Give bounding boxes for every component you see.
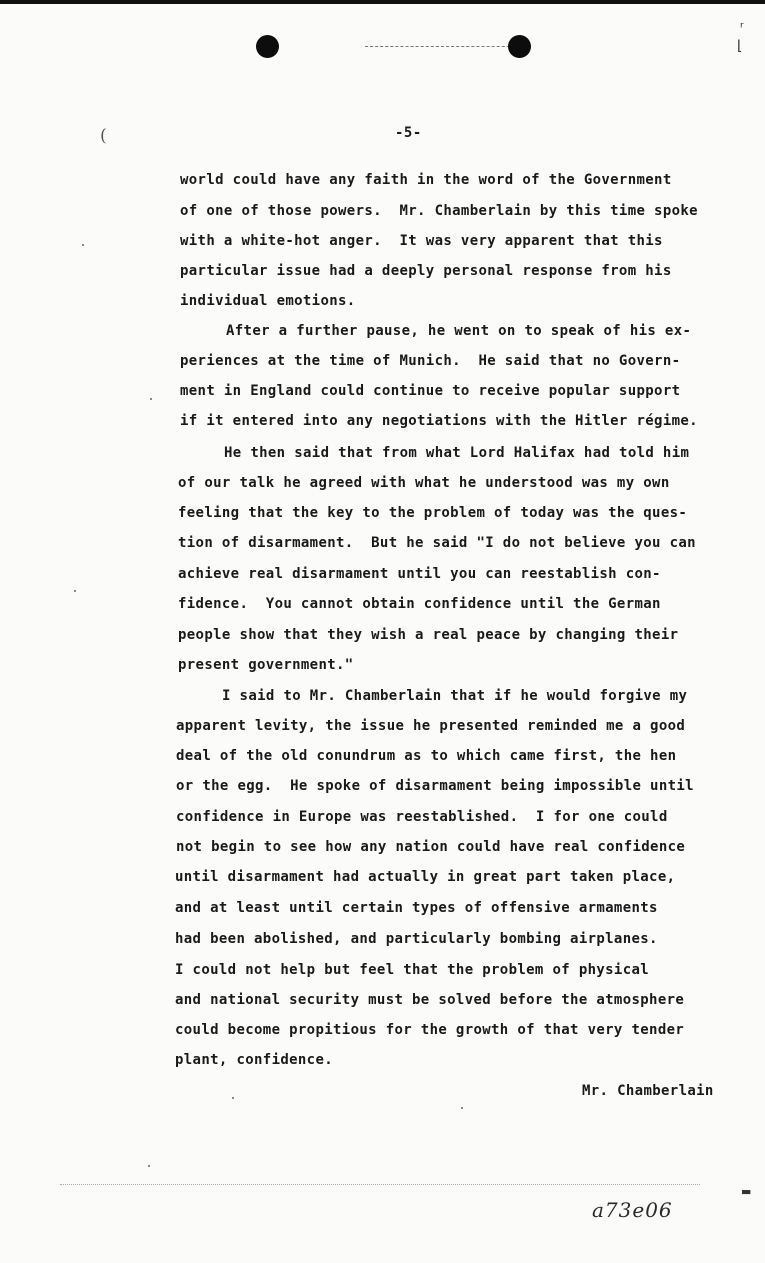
text-line: if it entered into any negotiations with the Hitler régime. (180, 413, 698, 429)
text-line: particular issue had a deeply personal response from his (180, 263, 672, 279)
archive-code: a73e06 (592, 1198, 673, 1222)
scan-speck (74, 590, 76, 592)
text-line: present government." (178, 657, 354, 673)
scan-speck (150, 398, 152, 400)
edge-mark-icon: ▬ (741, 1185, 752, 1198)
text-line: had been abolished, and particularly bombing airplanes. (175, 931, 658, 947)
text-line: After a further pause, he went on to speak of his ex- (226, 323, 692, 339)
text-line: periences at the time of Munich. He said that no Govern- (180, 353, 681, 369)
text-line: fidence. You cannot obtain confidence until the German (178, 596, 661, 612)
margin-mark: ( (100, 126, 107, 146)
text-line: apparent levity, the issue he presented reminded me a good (176, 718, 686, 734)
scan-top-border (0, 0, 765, 4)
page-number: -5- (395, 125, 422, 141)
text-line: and national security must be solved before the atmosphere (175, 992, 685, 1008)
text-line: not begin to see how any nation could have real confidence (176, 839, 686, 855)
text-line: or the egg. He spoke of disarmament being impossible until (176, 778, 694, 794)
scan-speck (82, 244, 84, 246)
text-line: He then said that from what Lord Halifax had told him (224, 445, 690, 461)
text-line: people show that they wish a real peace by changing their (178, 627, 679, 643)
punch-hole-right (508, 35, 531, 58)
text-line: I said to Mr. Chamberlain that if he would forgive my (222, 688, 688, 704)
text-line: tion of disarmament. But he said "I do not believe you can (178, 535, 696, 551)
text-line: could become propitious for the growth of that very tender (175, 1022, 685, 1038)
text-line: and at least until certain types of offensive armaments (175, 900, 658, 916)
punch-hole-left (256, 35, 279, 58)
scan-speck (461, 1107, 463, 1109)
bottom-rule (60, 1184, 700, 1185)
text-line: individual emotions. (180, 293, 356, 309)
text-line: with a white-hot anger. It was very apparent that this (180, 233, 663, 249)
edge-mark-icon: ⌊ (737, 38, 743, 54)
scan-speck (148, 1165, 150, 1167)
scan-speck (232, 1097, 234, 1099)
header-rule (365, 46, 525, 47)
text-line: until disarmament had actually in great part taken place, (175, 869, 676, 885)
edge-mark-icon: ʳ (740, 20, 744, 36)
text-line: of one of those powers. Mr. Chamberlain by this time spoke (180, 203, 698, 219)
text-line: plant, confidence. (175, 1052, 334, 1068)
text-line: world could have any faith in the word of the Government (180, 172, 672, 188)
text-line: deal of the old conundrum as to which came first, the hen (176, 748, 677, 764)
catchword: Mr. Chamberlain (582, 1083, 714, 1099)
text-line: achieve real disarmament until you can reestablish con- (178, 566, 661, 582)
text-line: ment in England could continue to receive popular support (180, 383, 681, 399)
text-line: of our talk he agreed with what he understood was my own (178, 475, 670, 491)
text-line: confidence in Europe was reestablished. I for one could (176, 809, 668, 825)
text-line: feeling that the key to the problem of today was the ques- (178, 505, 688, 521)
text-line: I could not help but feel that the problem of physical (175, 962, 650, 978)
